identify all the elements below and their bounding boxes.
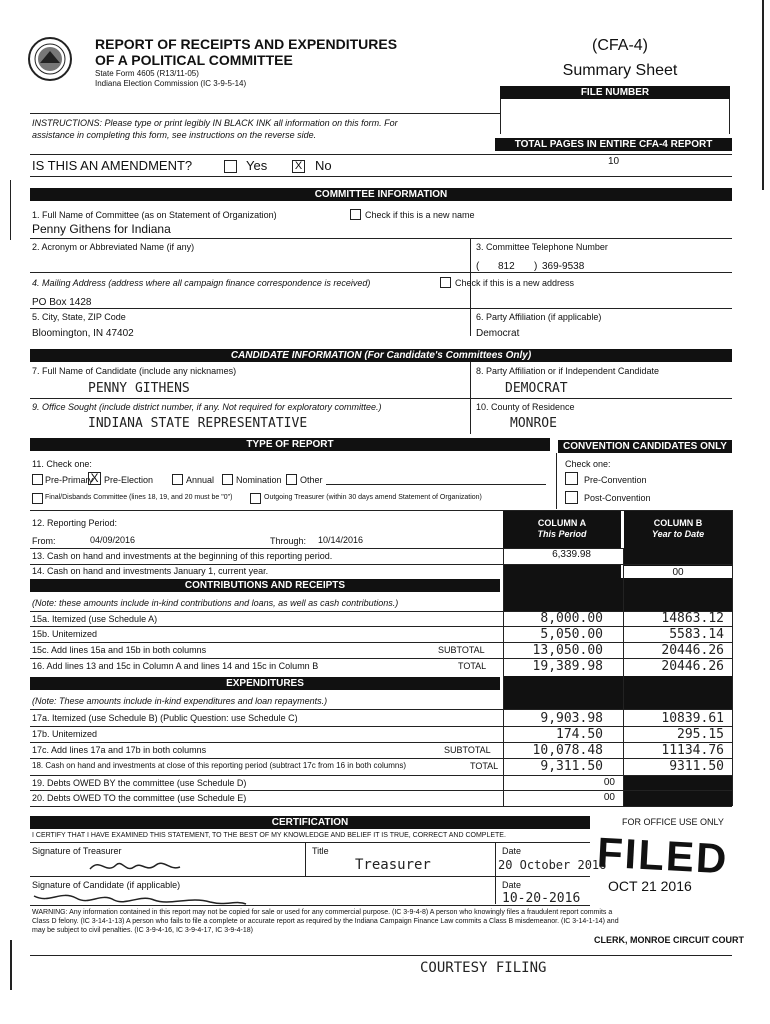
- instructions-line2: assistance in completing this form, see instructions on the reverse side.: [32, 130, 317, 140]
- committee-name-value[interactable]: Penny Githens for Indiana: [32, 222, 171, 236]
- county-value[interactable]: MONROE: [510, 416, 557, 431]
- commission-line: Indiana Election Commission (IC 3-9-5-14): [95, 79, 247, 88]
- pre-primary-label: Pre-Primary: [45, 475, 94, 485]
- phone-area-close: ): [534, 261, 538, 272]
- line14-col-b[interactable]: 00: [672, 567, 684, 578]
- new-address-checkbox[interactable]: [440, 277, 451, 288]
- form-title-line1: REPORT OF RECEIPTS AND EXPENDITURES: [95, 36, 398, 52]
- mailing-address-label: 4. Mailing Address (address where all campaign finance correspondence is received): [32, 278, 371, 288]
- pre-convention-label: Pre-Convention: [584, 475, 647, 485]
- line15c-col-b[interactable]: 20446.26: [661, 643, 724, 658]
- treasurer-signature[interactable]: [86, 855, 216, 877]
- form-number: State Form 4605 (R13/11-05): [95, 69, 199, 78]
- title-label: Title: [312, 846, 329, 856]
- reporting-period-label: 12. Reporting Period:: [32, 518, 118, 528]
- new-name-label: Check if this is a new name: [365, 210, 475, 220]
- line15a-col-a[interactable]: 8,000.00: [540, 611, 603, 626]
- line20-col-a[interactable]: 00: [603, 792, 615, 803]
- convention-header: CONVENTION CANDIDATES ONLY: [558, 440, 732, 453]
- nomination-label: Nomination: [236, 475, 282, 485]
- final-disband-checkbox[interactable]: [32, 493, 43, 504]
- from-label: From:: [32, 536, 56, 546]
- certification-header: CERTIFICATION: [30, 816, 590, 829]
- treasurer-signature-label: Signature of Treasurer: [32, 846, 122, 856]
- total-pages-value[interactable]: 10: [607, 156, 620, 167]
- final-disband-label: Final/Disbands Committee (lines 18, 19, and 20 must be "0"): [45, 494, 233, 501]
- date-label-treasurer: Date: [502, 846, 522, 856]
- form-code: (CFA-4): [592, 37, 648, 54]
- column-b-title: COLUMN B: [653, 518, 703, 528]
- party-affiliation-value[interactable]: Democrat: [476, 328, 520, 339]
- contributions-col-block: [503, 578, 732, 612]
- filed-stamp-date: OCT 21 2016: [608, 878, 692, 894]
- filed-stamp-clerk: CLERK, MONROE CIRCUIT COURT: [594, 935, 744, 945]
- amendment-yes-checkbox[interactable]: [224, 160, 237, 173]
- mailing-address-value[interactable]: PO Box 1428: [32, 297, 92, 308]
- party-affiliation-label: 6. Party Affiliation (if applicable): [476, 312, 602, 322]
- file-number-header: FILE NUMBER: [500, 86, 730, 99]
- expenditures-section-header: EXPENDITURES: [30, 677, 500, 690]
- through-value[interactable]: 10/14/2016: [318, 535, 364, 545]
- line17a-col-a[interactable]: 9,903.98: [540, 711, 603, 726]
- post-convention-checkbox[interactable]: [565, 491, 578, 504]
- line16-col-a[interactable]: 19,389.98: [532, 659, 603, 674]
- line16-col-b[interactable]: 20446.26: [661, 659, 724, 674]
- outgoing-treasurer-label: Outgoing Treasurer (within 30 days amend Statement of Organization): [264, 494, 482, 501]
- line15a-col-b[interactable]: 14863.12: [661, 611, 724, 626]
- line15b-label: 15b. Unitemized: [32, 629, 98, 639]
- committee-section-header: COMMITTEE INFORMATION: [30, 188, 732, 201]
- expenditures-col-block: [503, 676, 732, 710]
- contributions-section-header: CONTRIBUTIONS AND RECEIPTS: [30, 579, 500, 592]
- amendment-no-label: No: [315, 158, 332, 173]
- column-b-subtitle: Year to Date: [651, 529, 705, 539]
- phone-area-open: (: [476, 261, 480, 272]
- line17c-label: 17c. Add lines 17a and 17b in both columns: [32, 745, 207, 755]
- candidate-party-value[interactable]: DEMOCRAT: [505, 381, 568, 396]
- annual-label: Annual: [186, 475, 215, 485]
- instructions-line1: INSTRUCTIONS: Please type or print legibly IN BLACK INK all information on this form. For: [32, 118, 398, 128]
- line17c-col-a[interactable]: 10,078.48: [532, 743, 603, 758]
- report-type-header: TYPE OF REPORT: [30, 438, 550, 451]
- line15c-col-a[interactable]: 13,050.00: [532, 643, 603, 658]
- line18-label: 18. Cash on hand and investments at close of this reporting period (subtract 17c from 16 in both columns): [32, 761, 406, 770]
- line15c-subtotal: SUBTOTAL: [438, 645, 485, 655]
- date-value-treasurer[interactable]: 20 October 2016: [498, 858, 607, 872]
- candidate-section-header: CANDIDATE INFORMATION (For Candidate's Committees Only): [30, 349, 732, 362]
- line17b-col-a[interactable]: 174.50: [556, 727, 603, 742]
- line15b-col-b[interactable]: 5583.14: [669, 627, 724, 642]
- line18-col-a[interactable]: 9,311.50: [540, 759, 603, 774]
- through-label: Through:: [270, 536, 307, 546]
- amendment-no-mark: X: [294, 160, 303, 172]
- line17a-label: 17a. Itemized (use Schedule B) (Public Question: use Schedule C): [32, 713, 298, 723]
- summary-sheet-title: Summary Sheet: [562, 62, 678, 79]
- line15b-col-a[interactable]: 5,050.00: [540, 627, 603, 642]
- amendment-question: IS THIS AN AMENDMENT?: [32, 158, 193, 173]
- pre-election-label: Pre-Election: [104, 475, 154, 485]
- amendment-no-checkbox[interactable]: [292, 160, 305, 173]
- contributions-note: (Note: these amounts include in-kind contributions and loans, as well as cash contributions.): [32, 598, 399, 608]
- committee-name-label: 1. Full Name of Committee (as on Statement of Organization): [32, 210, 277, 220]
- line13-label: 13. Cash on hand and investments at the beginning of this reporting period.: [32, 551, 333, 561]
- line14-label: 14. Cash on hand and investments January 1, current year.: [32, 566, 269, 576]
- city-state-zip-value[interactable]: Bloomington, IN 47402: [32, 328, 134, 339]
- phone-label: 3. Committee Telephone Number: [476, 242, 608, 252]
- candidate-party-label: 8. Party Affiliation or if Independent Candidate: [476, 366, 659, 376]
- candidate-signature-label: Signature of Candidate (if applicable): [32, 880, 181, 890]
- candidate-name-value[interactable]: PENNY GITHENS: [88, 381, 190, 396]
- candidate-name-label: 7. Full Name of Candidate (include any nicknames): [32, 366, 237, 376]
- acronym-label: 2. Acronym or Abbreviated Name (if any): [32, 242, 195, 252]
- expenditures-note: (Note: These amounts include in-kind expenditures and loan repayments.): [32, 696, 328, 706]
- office-sought-label: 9. Office Sought (include district number, if any. Not required for exploratory committee.): [32, 402, 382, 412]
- warning-text: WARNING: Any information contained in this report may not be copied for sale or used for any commercial purpose. (IC 3-9-4-8) A person who knowingly files a fraudulent report commits a Class D felony. (IC 3-14-1-13) A person who fails to file a complete or accurate report as required by the Indiana Campaign Finance Law commits a Class B misdemeanor. (IC 3-14-1-14) and may be subject to civil penalties. (IC 3-9-4-16, IC 3-9-4-17, IC 3-9-4-18): [32, 909, 619, 934]
- column-b-block-19-20: [624, 776, 732, 806]
- conv-check-one-label: Check one:: [565, 459, 611, 469]
- column-a-title: COLUMN A: [537, 518, 587, 528]
- line17a-col-b[interactable]: 10839.61: [661, 711, 724, 726]
- other-checkbox[interactable]: [286, 474, 297, 485]
- outgoing-treasurer-checkbox[interactable]: [250, 493, 261, 504]
- total-pages-header: TOTAL PAGES IN ENTIRE CFA-4 REPORT: [495, 138, 732, 151]
- line17b-col-b[interactable]: 295.15: [677, 727, 724, 742]
- pre-election-mark: X: [90, 471, 99, 485]
- line15a-label: 15a. Itemized (use Schedule A): [32, 614, 158, 624]
- post-convention-label: Post-Convention: [584, 493, 651, 503]
- office-sought-value[interactable]: INDIANA STATE REPRESENTATIVE: [88, 416, 308, 431]
- line16-label: 16. Add lines 13 and 15c in Column A and lines 14 and 15c in Column B: [32, 661, 319, 671]
- date-label-candidate: Date: [502, 880, 522, 890]
- pre-convention-checkbox[interactable]: [565, 472, 578, 485]
- line19-col-a[interactable]: 00: [603, 777, 615, 788]
- state-seal: [28, 37, 72, 81]
- line20-label: 20. Debts OWED TO the committee (use Schedule E): [32, 793, 247, 803]
- new-address-label: Check if this is a new address: [455, 278, 575, 288]
- certification-statement: I CERTIFY THAT I HAVE EXAMINED THIS STATEMENT, TO THE BEST OF MY KNOWLEDGE AND BELIEF IT IS TRUE, CORRECT AND COMPLETE.: [32, 832, 506, 839]
- courtesy-filing-note: COURTESY FILING: [420, 960, 547, 976]
- line19-label: 19. Debts OWED BY the committee (use Schedule D): [32, 778, 247, 788]
- line17b-label: 17b. Unitemized: [32, 729, 98, 739]
- annual-checkbox[interactable]: [172, 474, 183, 485]
- new-name-checkbox[interactable]: [350, 209, 361, 220]
- title-value[interactable]: Treasurer: [355, 857, 431, 873]
- file-number-field[interactable]: [500, 99, 730, 134]
- line13-col-a[interactable]: 6,339.98: [552, 549, 591, 560]
- date-value-candidate[interactable]: 10-20-2016: [502, 891, 581, 906]
- county-label: 10. County of Residence: [476, 402, 575, 412]
- phone-area-code[interactable]: 812: [498, 261, 515, 272]
- check-one-label: 11. Check one:: [32, 459, 92, 469]
- pre-election-checkbox[interactable]: [88, 472, 101, 485]
- from-value[interactable]: 04/09/2016: [90, 535, 136, 545]
- phone-number[interactable]: 369-9538: [542, 261, 585, 272]
- pre-primary-checkbox[interactable]: [32, 474, 43, 485]
- other-label: Other: [300, 475, 323, 485]
- line18-total: TOTAL: [470, 761, 499, 771]
- form-title-line2: OF A POLITICAL COMMITTEE: [95, 52, 293, 68]
- line15c-label: 15c. Add lines 15a and 15b in both columns: [32, 645, 207, 655]
- office-use-label: FOR OFFICE USE ONLY: [622, 817, 724, 827]
- amendment-yes-label: Yes: [246, 158, 268, 173]
- column-a-block-14: [503, 565, 621, 578]
- filed-stamp: FILED: [595, 828, 730, 883]
- line18-col-b[interactable]: 9311.50: [669, 759, 724, 774]
- line16-total: TOTAL: [458, 661, 487, 671]
- city-state-zip-label: 5. City, State, ZIP Code: [32, 312, 126, 322]
- nomination-checkbox[interactable]: [222, 474, 233, 485]
- line17c-subtotal: SUBTOTAL: [444, 745, 491, 755]
- column-a-subtitle: This Period: [537, 529, 587, 539]
- line17c-col-b[interactable]: 11134.76: [661, 743, 724, 758]
